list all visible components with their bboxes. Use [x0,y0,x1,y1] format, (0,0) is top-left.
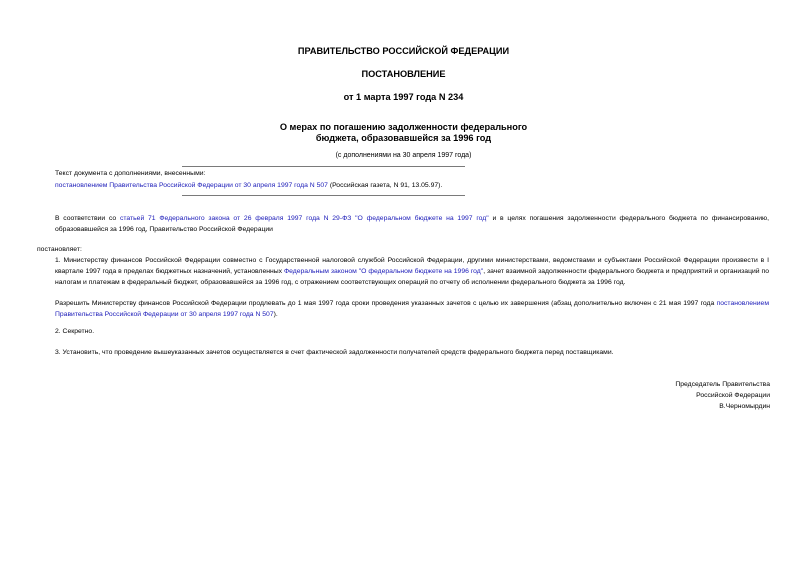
signature-name: В.Черномырдин [719,403,770,410]
revision-top-rule [182,166,465,167]
title-line-1: О мерах по погашению задолженности федерального [279,122,528,132]
revision-intro: Текст документа с дополнениями, внесенными: [55,170,206,177]
paragraph-2: 2. Секретно. [55,328,95,335]
preamble-text-b: и в целях погашения задолженности федерального бюджета по финансированию, образовавшейся за 1996 год, Правительство Российской Федерации [55,215,770,233]
title-line-2: бюджета, образовавшейся за 1996 год [315,133,492,143]
signature-title-2: Российской Федерации [696,392,770,399]
paragraph-1-text-a: 1. Министерству финансов Российской Федерации совместно с Государственной налоговой службой Российской Федерации, другими министерствами, ведомствами и субъектами Российской Федерации произвести в I квартале 1997 года в пределах бюджетных назначений, установленных [55,257,769,275]
government-heading: ПРАВИТЕЛЬСТВО РОССИЙСКОЙ ФЕДЕРАЦИИ [297,46,510,56]
revision-line [55,180,442,191]
paragraph-1 [55,255,769,288]
paragraph-1-text-b: , зачет взаимной задолженности федерального бюджета и предприятий и организаций по налогам и платежам в федеральный бюджет, образовавшейся за 1996 год, с отражением соответствующих операций по отчету об исполнении федерального бюджета за 1996 год. [55,268,769,286]
federal-law-1996-link[interactable]: Федеральным законом "О федеральном бюджете на 1996 год" [283,268,484,275]
paragraph-preamble [55,213,769,235]
date-number-heading: от 1 марта 1997 года N 234 [343,92,464,102]
extension-text-a: Разрешить Министерству финансов Российской Федерации продлевать до 1 мая 1997 года сроки проведения указанных зачетов с целью их завершения (абзац дополнительно включен с 21 мая 1997 года [55,300,717,307]
amendments-note: (с дополнениями на 30 апреля 1997 года) [335,152,472,159]
preamble-text-a: В соответствии со [55,215,120,222]
signature-title-1: Председатель Правительства [675,381,770,388]
paragraph-extension [55,298,769,320]
extension-text-b: ). [273,311,278,318]
revision-source: (Российская газета, N 91, 13.05.97). [329,182,443,189]
revision-bottom-rule [182,195,465,196]
federal-law-1997-link[interactable]: статьей 71 Федерального закона от 26 февраля 1997 года N 29-ФЗ "О федеральном бюджете на 1997 год" [119,215,489,222]
paragraph-3: 3. Установить, что проведение вышеуказанных зачетов осуществляется в счет фактической задолженности получателей средств федерального бюджета перед поставщиками. [55,349,614,356]
resolution-507-link[interactable]: постановлением Правительства Российской Федерации от 30 апреля 1997 года N 507 [55,300,769,318]
resolves-label: постановляет: [37,246,82,253]
revision-link[interactable]: постановлением Правительства Российской Федерации от 30 апреля 1997 года N 507 [55,182,328,189]
document-type-heading: ПОСТАНОВЛЕНИЕ [361,69,446,79]
